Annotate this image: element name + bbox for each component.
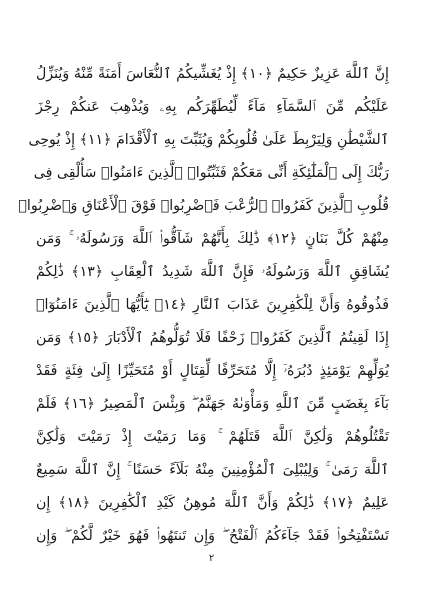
verse-line: رَبُّكَ إِلَى ٱلْمَلَٰٓئِكَةِ أَنِّى مَعَكُمْ فَثَبِّتُوا۟ ٱلَّذِينَ ءَامَنُوا۟ سَأُلْقِى فِى xyxy=(33,165,389,181)
verse-line: تَسْتَفْتِحُوا۟ فَقَدْ جَآءَكُمُ ٱلْفَتْحُ ۖ وَإِن تَنتَهُوا۟ فَهُوَ خَيْرٌ لَّكُمْ ۖ وَإِن xyxy=(36,528,389,544)
verse-line: إِذَا لَقِيتُمُ ٱلَّذِينَ كَفَرُوا۟ زَحْفًا فَلَا تُوَلُّوهُمُ ٱلْأَدْبَارَ ﴿١٥﴾ وَمَن xyxy=(36,330,389,346)
verse-line: ٱلشَّيْطَٰنِ وَلِيَرْبِطَ عَلَىٰ قُلُوبِكُمْ وَيُثَبِّتَ بِهِ ٱلْأَقْدَامَ ﴿١١﴾ إِذْ يُوحِى xyxy=(28,132,389,148)
verse-line: مِنْهُمْ كُلَّ بَنَانٍ ﴿١٢﴾ ذَٰلِكَ بِأَنَّهُمْ شَآقُّوا۟ ٱللَّهَ وَرَسُولَهُۥ ۚ وَمَن xyxy=(36,231,389,247)
verse-line: يُوَلِّهِمْ يَوْمَئِذٍ دُبُرَهُۥٓ إِلَّا مُتَحَرِّفًا لِّقِتَالٍ أَوْ مُتَحَيِّزًا إِلَىٰ فِئَةٍ فَقَدْ xyxy=(36,363,389,379)
verse-line: يُشَاقِقِ ٱللَّهَ وَرَسُولَهُۥ فَإِنَّ ٱللَّهَ شَدِيدُ ٱلْعِقَابِ ﴿١٣﴾ ذَٰلِكُمْ xyxy=(36,264,389,280)
page-number: ٢ xyxy=(208,553,215,564)
verse-line: فَذُوقُوهُ وَأَنَّ لِلْكَٰفِرِينَ عَذَابَ ٱلنَّارِ ﴿١٤﴾ يَٰٓأَيُّهَا ٱلَّذِينَ ءَامَنُوٓا۟ xyxy=(36,297,390,313)
verse-line: عَلِيمٌ ﴿١٧﴾ ذَٰلِكُمْ وَأَنَّ ٱللَّهَ مُوهِنُ كَيْدِ ٱلْكَٰفِرِينَ ﴿١٨﴾ إِن xyxy=(36,495,389,511)
verse-line: عَلَيْكُم مِّنَ ٱلسَّمَآءِ مَآءً لِّيُطَهِّرَكُم بِهِۦ وَيُذْهِبَ عَنكُمْ رِجْزَ xyxy=(36,99,389,115)
verse-line: بَآءَ بِغَضَبٍ مِّنَ ٱللَّهِ وَمَأْوَىٰهُ جَهَنَّمُ ۖ وَبِئْسَ ٱلْمَصِيرُ ﴿١٦﴾ فَلَمْ xyxy=(36,396,389,412)
verse-line: إِنَّ ٱللَّهَ عَزِيزٌ حَكِيمٌ ﴿١٠﴾ إِذْ يُغَشِّيكُمُ ٱلنُّعَاسَ أَمَنَةً مِّنْهُ وَيُنَزِّلُ xyxy=(36,66,389,82)
verse-text-block xyxy=(18,58,390,553)
verse-line: ٱللَّهَ رَمَىٰ ۚ وَلِيُبْلِىَ ٱلْمُؤْمِنِينَ مِنْهُ بَلَآءً حَسَنًا ۚ إِنَّ ٱللَّهَ سَمِيعٌ xyxy=(36,462,389,478)
verse-line: قُلُوبِ ٱلَّذِينَ كَفَرُوا۟ ٱلرُّعْبَ فَٱضْرِبُوا۟ فَوْقَ ٱلْأَعْنَاقِ وَٱضْرِبُوا۟ xyxy=(18,198,389,214)
verse-line: تَقْتُلُوهُمْ وَلَٰكِنَّ ٱللَّهَ قَتَلَهُمْ ۚ وَمَا رَمَيْتَ إِذْ رَمَيْتَ وَلَٰكِنَّ xyxy=(36,429,389,445)
